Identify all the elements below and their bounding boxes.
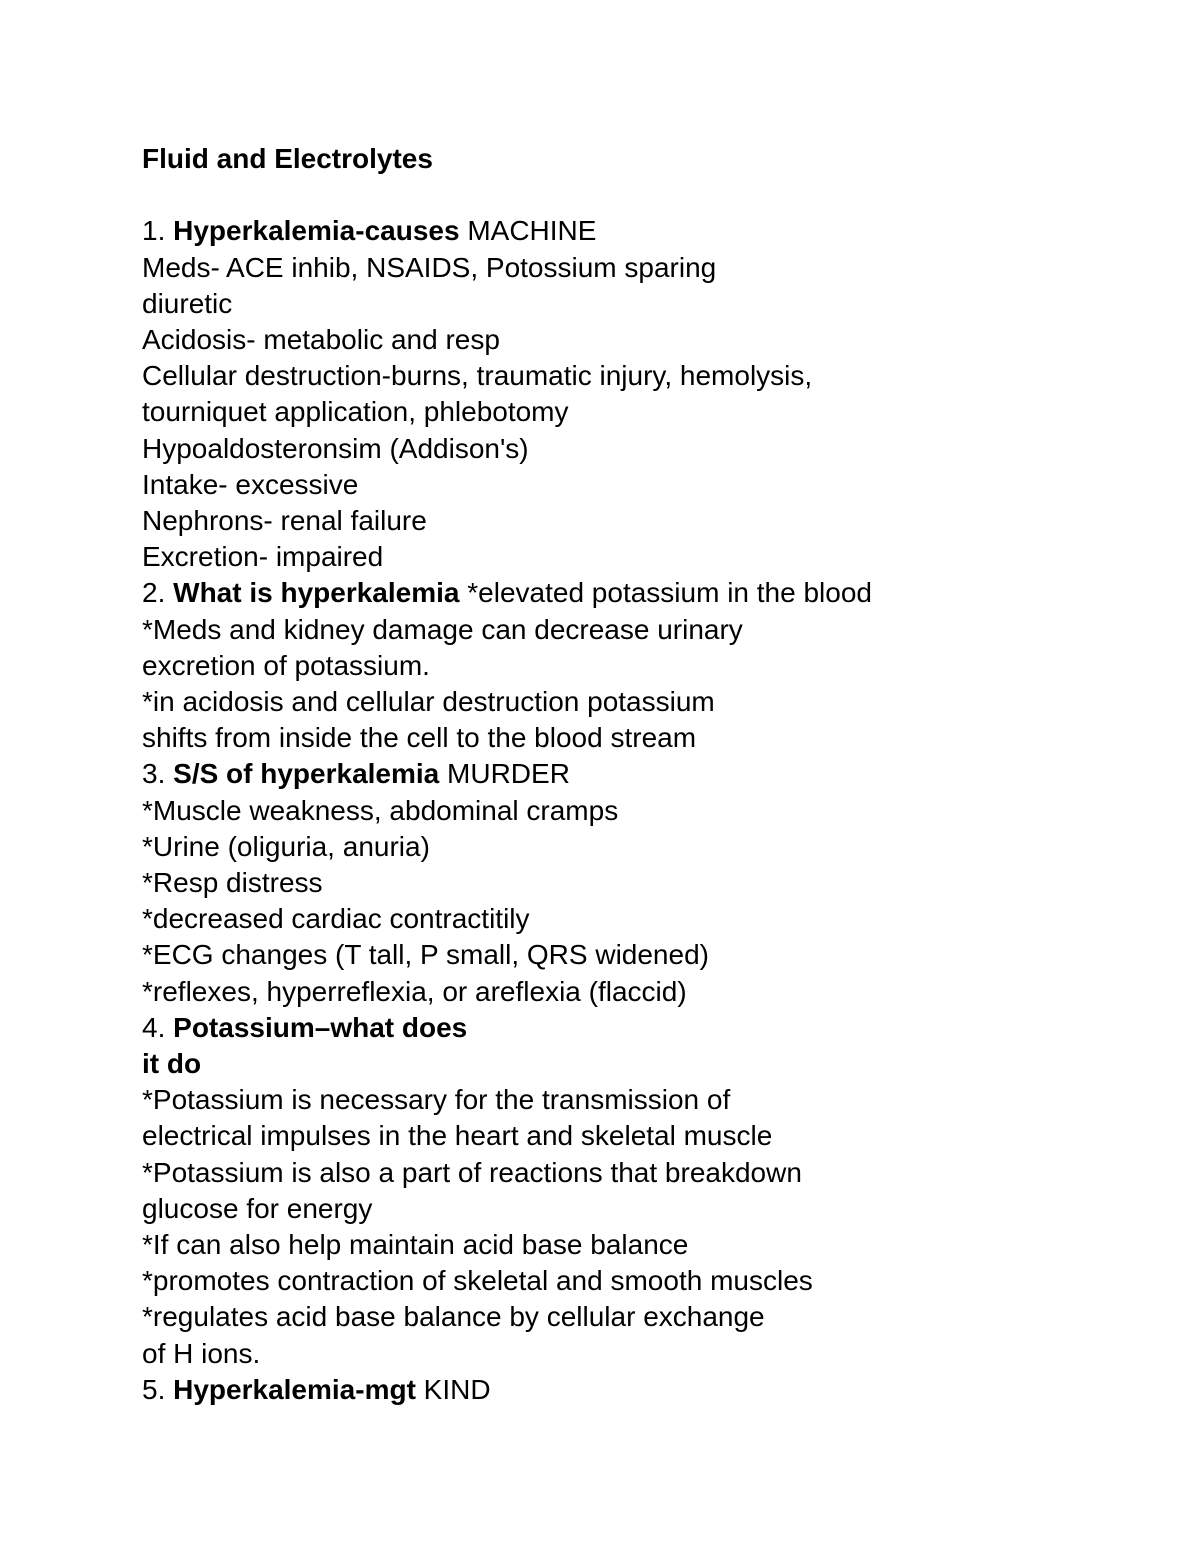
- section-number: 2.: [142, 577, 174, 609]
- section-heading-bold: Hyperkalemia-mgt: [173, 1373, 416, 1405]
- section-heading-rest: KIND: [415, 1373, 491, 1405]
- body-line: *Muscle weakness, abdominal cramps: [142, 794, 619, 826]
- body-line: *in acidosis and cellular destruction potassium: [142, 686, 715, 718]
- body-line: *decreased cardiac contractitily: [142, 903, 530, 935]
- section-heading-bold: What is hyperkalemia: [173, 577, 460, 609]
- body-line: *If can also help maintain acid base balance: [142, 1229, 689, 1261]
- body-line: *Potassium is necessary for the transmission of: [142, 1084, 731, 1116]
- body-line: Acidosis- metabolic and resp: [142, 324, 500, 355]
- body-line: tourniquet application, phlebotomy: [142, 396, 569, 428]
- body-line: Nephrons- renal failure: [142, 505, 427, 537]
- section-heading-rest: MURDER: [439, 758, 570, 790]
- section-heading-bold: it do: [142, 1048, 202, 1080]
- body-line: *Meds and kidney damage can decrease urinary: [142, 613, 743, 645]
- section-number: 1.: [142, 215, 174, 247]
- section-heading: [142, 213, 1142, 249]
- body-line: Excretion- impaired: [142, 541, 384, 573]
- body-line: Hypoaldosteronsim (Addison's): [142, 432, 529, 464]
- sections-container: [142, 213, 1142, 1408]
- body-line: glucose for energy: [142, 1192, 373, 1224]
- section-number: 4.: [142, 1011, 174, 1043]
- body-line: electrical impulses in the heart and skeletal muscle: [142, 1120, 773, 1152]
- section-heading-bold: S/S of hyperkalemia: [173, 758, 440, 790]
- section-number: 5.: [142, 1373, 174, 1405]
- body-line: of H ions.: [142, 1337, 261, 1369]
- section-number: 3.: [142, 758, 174, 790]
- section-heading: [142, 756, 1142, 792]
- body-line: *Urine (oliguria, anuria): [142, 830, 430, 862]
- section-heading-bold: Potassium–what does: [173, 1011, 468, 1043]
- body-line: Meds- ACE inhib, NSAIDS, Potossium sparing: [142, 251, 717, 283]
- body-line: *promotes contraction of skeletal and smooth muscles: [142, 1265, 813, 1297]
- section-heading-bold: Hyperkalemia-causes: [173, 215, 460, 247]
- section-heading: [142, 575, 1142, 611]
- section-heading: [142, 1046, 1142, 1082]
- body-line: Cellular destruction-burns, traumatic injury, hemolysis,: [142, 360, 813, 392]
- body-line: *Potassium is also a part of reactions that breakdown: [142, 1156, 802, 1188]
- body-line: Intake- excessive: [142, 468, 359, 500]
- section-heading-rest: MACHINE: [459, 215, 597, 247]
- body-line: *reflexes, hyperreflexia, or areflexia (flaccid): [142, 975, 687, 1007]
- body-line: diuretic: [142, 287, 233, 319]
- section-heading-rest: *elevated potassium in the blood: [459, 577, 872, 609]
- section-heading: [142, 1372, 1142, 1408]
- document-title: Fluid and Electrolytes: [142, 143, 433, 174]
- section-heading: [142, 1010, 1142, 1046]
- body-line: *regulates acid base balance by cellular exchange: [142, 1301, 765, 1333]
- document-content: [142, 141, 1142, 1408]
- body-line: shifts from inside the cell to the blood stream: [142, 722, 697, 754]
- body-line: *Resp distress: [142, 867, 323, 899]
- body-line: excretion of potassium.: [142, 649, 430, 681]
- body-line: *ECG changes (T tall, P small, QRS widened): [142, 939, 709, 971]
